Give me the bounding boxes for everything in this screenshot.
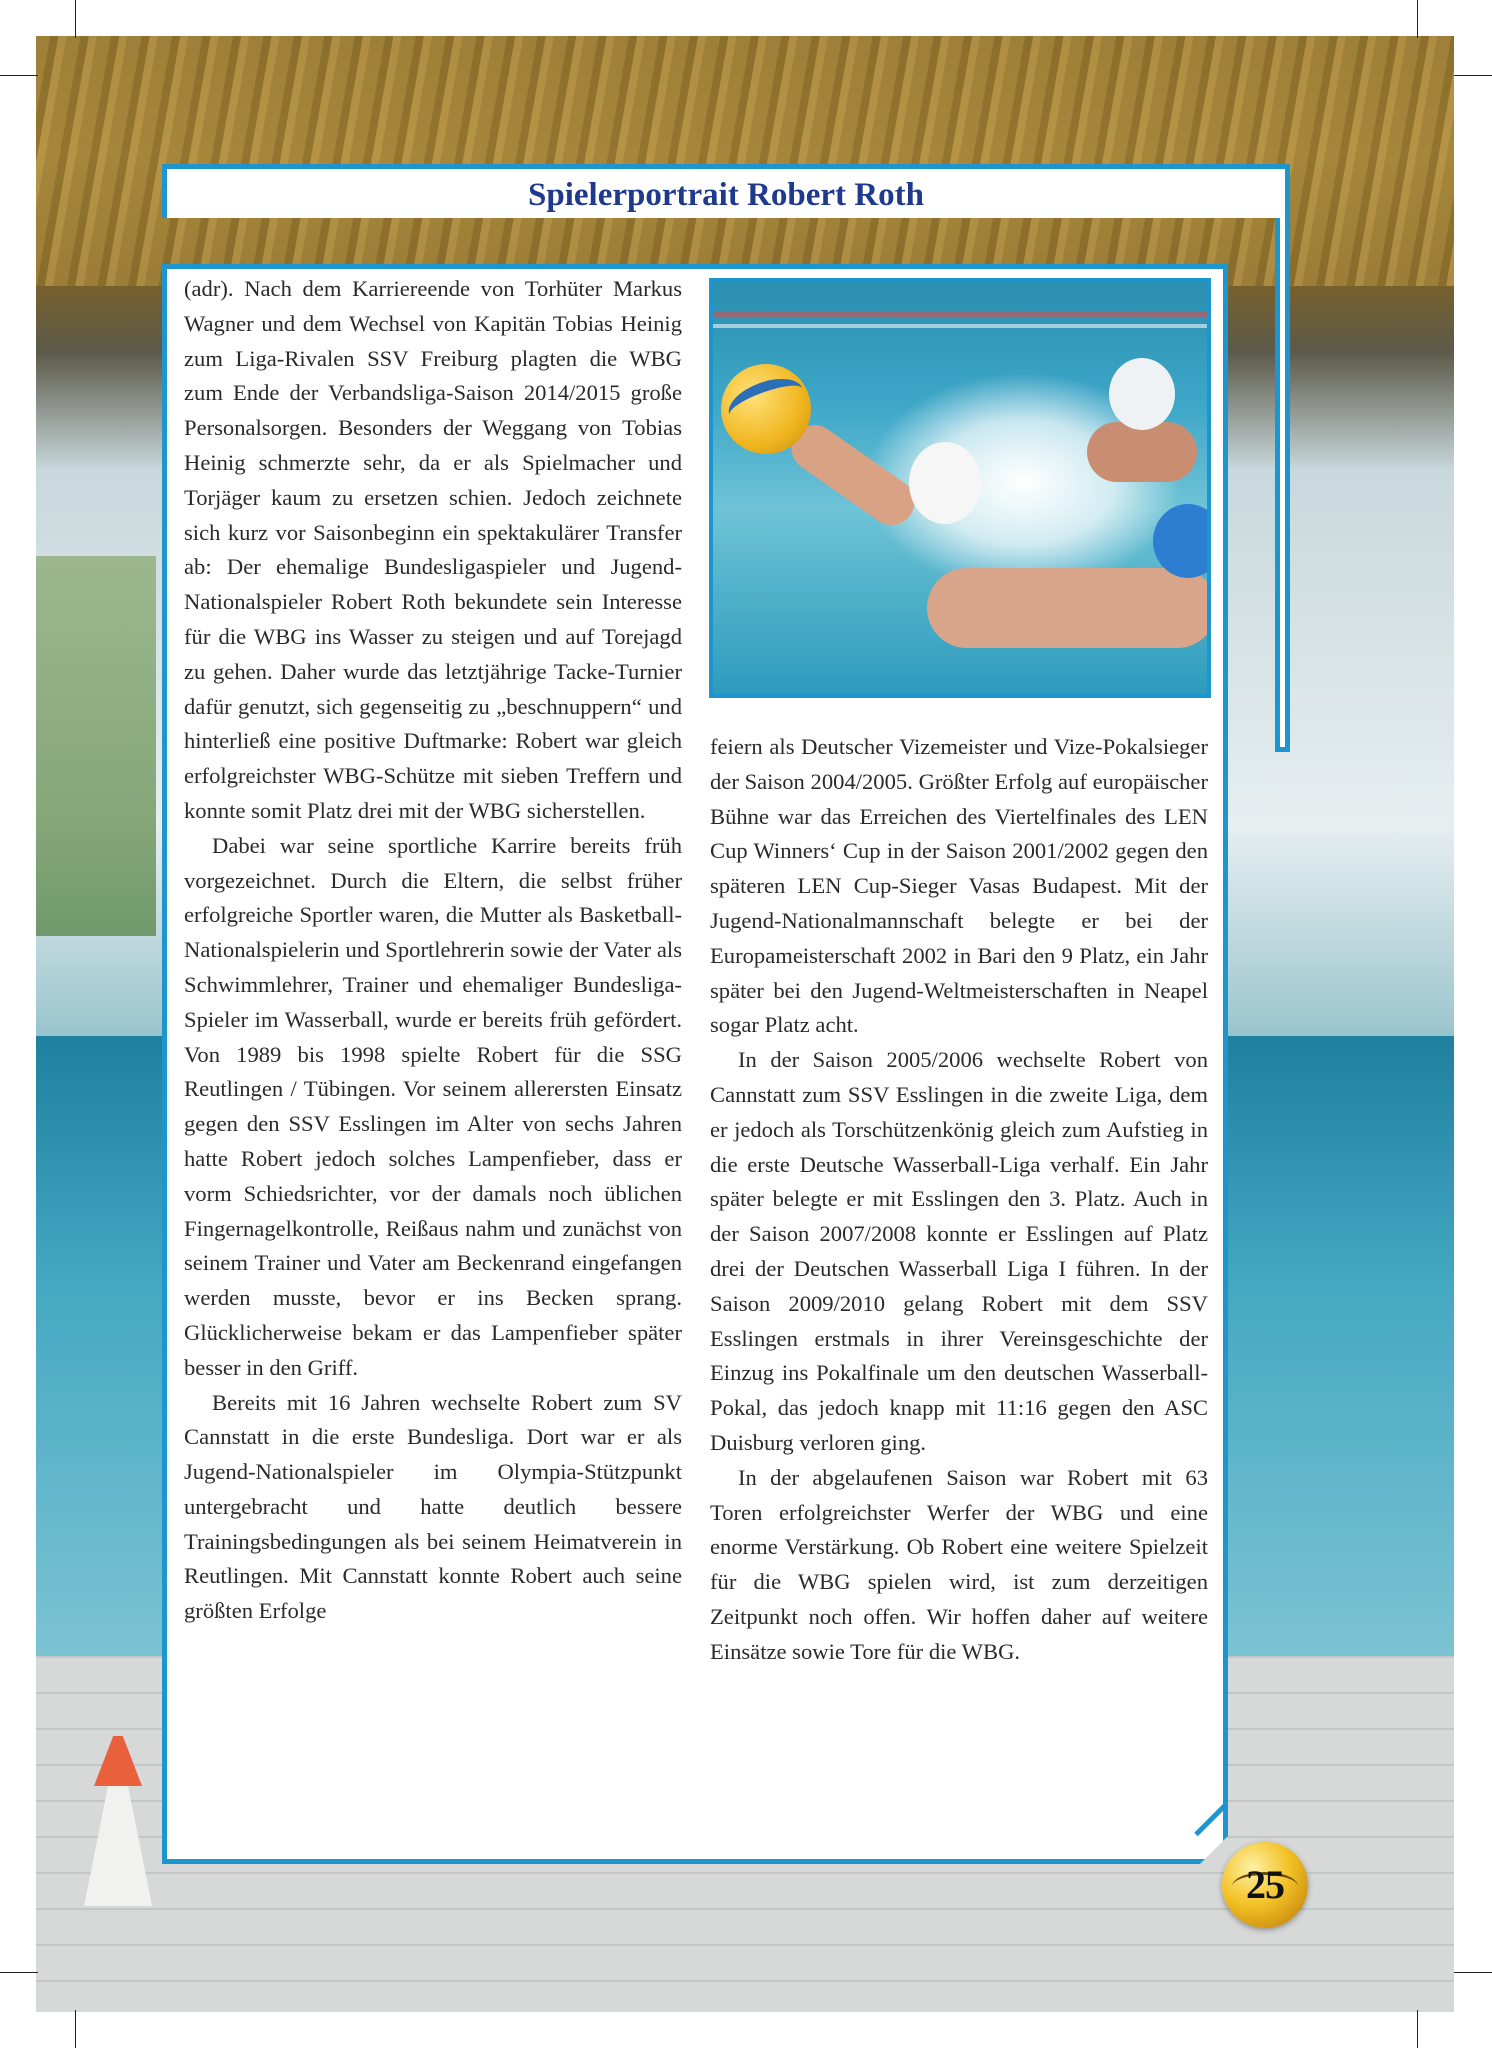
article-column-left <box>184 272 682 1629</box>
crop-mark-top-left-v <box>75 0 76 38</box>
photo-lane-line <box>713 324 1207 328</box>
decorative-frame-right <box>1275 218 1290 752</box>
article-paragraph: (adr). Nach dem Karriereende von Torhüter Markus Wagner und dem Wechsel von Kapitän Tobias Heinig zum Liga-Rivalen SSV Freiburg plagten die WBG zum Ende der Verbandsliga-Saison 2014/2015 große Personalsorgen. Besonders der Weggang von Tobias Heinig schmerzte sehr, da er als Spielmacher und Torjäger kaum zu ersetzen schien. Jedoch zeichnete sich kurz vor Saisonbeginn ein spektakulärer Transfer ab: Der ehemalige Bundesligaspieler und Jugend-Nationalspieler Robert Roth bekundete sein Interesse für die WBG ins Wasser zu steigen und auf Torejagd zu gehen. Daher wurde das letztjährige Tacke-Turnier dafür genutzt, sich gegenseitig zu „beschnuppern“ und hinterließ eine positive Duftmarke: Robert war gleich erfolgreichster WBG-Schütze mit sieben Treffern und konnte somit Platz drei mit der WBG sicherstellen. <box>184 276 682 823</box>
page-title: Spielerportrait Robert Roth <box>528 177 924 213</box>
background-ceiling <box>36 36 1454 286</box>
crop-mark-top-right-v <box>1417 0 1418 38</box>
crop-mark-bottom-left-v <box>75 2010 76 2048</box>
article-column-right <box>710 730 1208 1670</box>
crop-mark-top-left-h <box>0 75 38 76</box>
page-number-ball-icon <box>1222 1842 1308 1928</box>
title-bar <box>162 164 1290 218</box>
photo-player-back <box>1087 422 1197 482</box>
article-paragraph: Bereits mit 16 Jahren wechselte Robert zum SV Cannstatt in die erste Bundesliga. Dort war er als Jugend-Nationalspieler im Olympia-Stützpunkt untergebracht und hatte deutlich bessere Trainingsbedingungen als bei seinem Heimatverein in Reutlingen. Mit Cannstatt konnte Robert auch seine größten Erfolge <box>184 1389 682 1624</box>
photo-player-cap <box>1109 358 1175 430</box>
photo-player-defender <box>927 568 1211 648</box>
crop-mark-bottom-right-v <box>1417 2010 1418 2048</box>
article-paragraph: Dabei war seine sportliche Karrire bereits früh vorgezeichnet. Durch die Eltern, die selbst früher erfolgreiche Sportler waren, die Mutter als Basketball-Nationalspielerin und Sportlehrerin sowie der Vater als Schwimmlehrer, Trainer und ehemaliger Bundesliga-Spieler im Wasserball, wurde er bereits früh gefördert. Von 1989 bis 1998 spielte Robert für die SSG Reutlingen / Tübingen. Vor seinem allerersten Einsatz gegen den SSV Esslingen im Alter von sechs Jahren hatte Robert jedoch solches Lampenfieber, dass er vorm Schiedsrichter, vor der damals noch üblichen Fingernagelkontrolle, Reißaus nahm und zunächst von seinem Trainer und Vater am Beckenrand eingefangen werden musste, bevor er ins Becken sprang. Glücklicherweise bekam er das Lampenfieber später besser in den Griff. <box>184 832 682 1380</box>
photo-lane-line <box>713 312 1207 318</box>
crop-mark-bottom-right-h <box>1454 1972 1492 1973</box>
crop-mark-top-right-h <box>1454 75 1492 76</box>
photo-player-cap <box>909 442 981 524</box>
water-polo-photo <box>709 278 1211 698</box>
article-paragraph: In der Saison 2005/2006 wechselte Robert von Cannstatt zum SSV Esslingen in die zweite Liga, dem er jedoch als Torschützenkönig gleich zum Aufstieg in die erste Deutsche Wasserball-Liga verhalf. Ein Jahr später belegte er mit Esslingen den 3. Platz. Auch in der Saison 2007/2008 konnte er Esslingen auf Platz drei der Deutschen Wasserball Liga I führen. In der Saison 2009/2010 gelang Robert mit dem SSV Esslingen erstmals in ihrer Vereinsgeschichte der Einzug ins Pokalfinale um den deutschen Wasserball-Pokal, das jedoch knapp mit 11:16 gegen den ASC Duisburg verloren ging. <box>710 1047 1208 1455</box>
page-number: 25 <box>1246 1862 1284 1907</box>
background-window-trees <box>36 556 156 936</box>
water-polo-ball-icon <box>721 364 811 454</box>
crop-mark-bottom-left-h <box>0 1972 38 1973</box>
photo-player-cap-blue <box>1153 504 1211 578</box>
article-paragraph: In der abgelaufenen Saison war Robert mit 63 Toren erfolgreichster Werfer der WBG und eine enorme Verstärkung. Ob Robert eine weitere Spielzeit für die WBG spielen wird, ist zum derzeitigen Zeitpunkt noch offen. Wir hoffen daher auf weitere Einsätze sowie Tore für die WBG. <box>710 1464 1208 1664</box>
article-paragraph: feiern als Deutscher Vizemeister und Vize-Pokalsieger der Saison 2004/2005. Größter Erfolg auf europäischer Bühne war das Erreichen des Viertelfinales des LEN Cup Winners‘ Cup in der Saison 2001/2002 gegen den späteren LEN Cup-Sieger Vasas Budapest. Mit der Jugend-Nationalmannschaft belegte er bei der Europameisterschaft 2002 in Bari den 9 Platz, ein Jahr später bei den Jugend-Weltmeisterschaften in Neapel sogar Platz acht. <box>710 734 1208 1038</box>
